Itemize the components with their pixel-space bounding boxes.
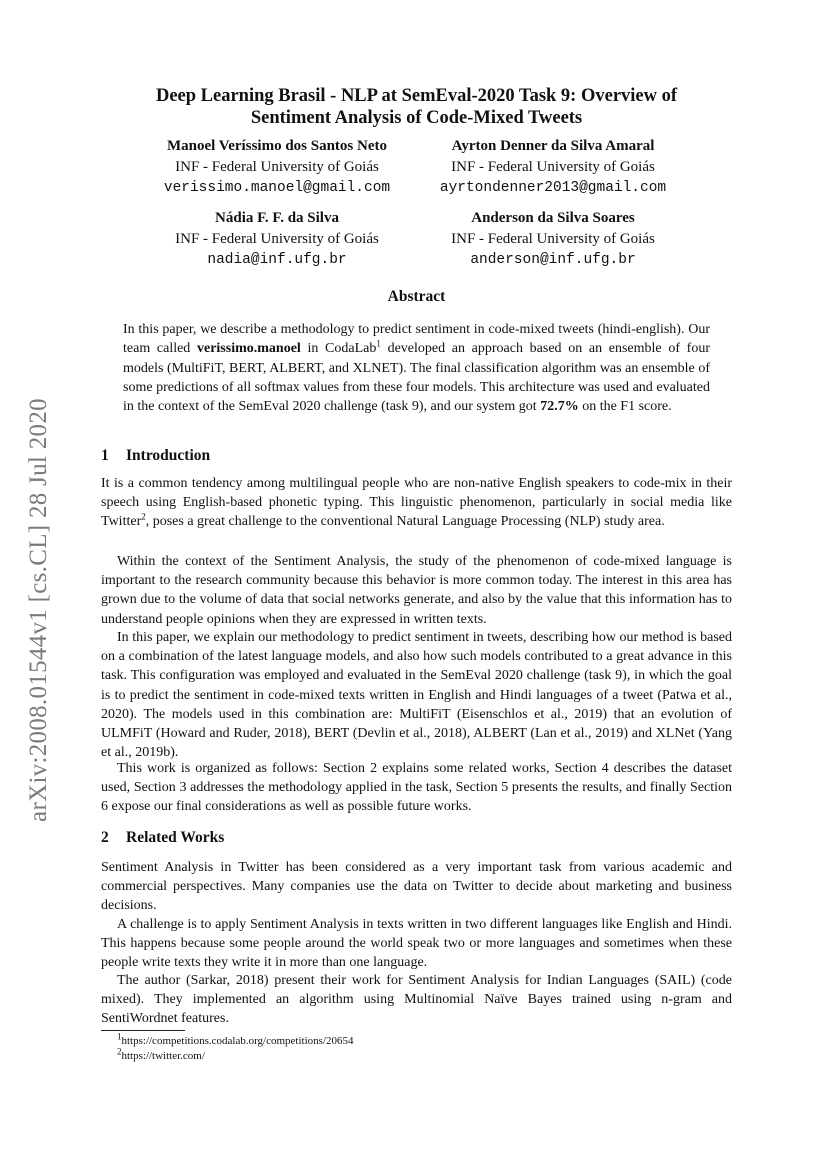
author-email[interactable]: nadia@inf.ufg.br <box>207 252 347 268</box>
f1-score: 72.7% <box>540 399 579 415</box>
intro-paragraph-1 <box>101 474 732 532</box>
section-heading-related-works <box>101 829 224 847</box>
author-email[interactable]: verissimo.manoel@gmail.com <box>163 180 391 196</box>
footnote-link[interactable]: https://twitter.com/ <box>121 1050 205 1062</box>
footnote-link[interactable]: https://competitions.codalab.org/competitions/20654 <box>121 1035 354 1047</box>
abstract-part: In this paper, we describe a methodology to predict sentiment in code-mixed tweets (hindi-english). Our team called <box>123 322 710 357</box>
related-paragraph-3: The author (Sarkar, 2018) present their work for Sentiment Analysis for Indian Languages (SAIL) (code mixed). They implemented an algorithm using Multinomial Naïve Bayes trained using n-gram and SentiWordnet features. <box>101 973 732 1027</box>
author-affiliation: INF - Federal University of Goiás <box>451 231 655 247</box>
paper-title <box>101 85 732 129</box>
footnote-1 <box>117 1031 354 1048</box>
abstract-text <box>123 320 710 416</box>
footnote-mark: 2 <box>117 1046 122 1057</box>
author-name: Anderson da Silva Soares <box>471 210 635 226</box>
section-number: 2 <box>101 829 109 846</box>
abstract-part: in CodaLab <box>300 341 377 357</box>
footnote-mark: 1 <box>117 1031 122 1042</box>
related-paragraph-1: Sentiment Analysis in Twitter has been considered as a very important task from various academic and commercial perspectives. Many companies use the data on Twitter to decide about marketing and business decisions. <box>101 860 732 914</box>
intro-paragraph-2: Within the context of the Sentiment Analysis, the study of the phenomenon of code-mixed language is important to the research community because this behavior is more common today. The interest in this area has grown due to the volume of data that social networks generate, and also by the value that this information has to understand people opinions when they are expressed in written texts. <box>101 554 732 627</box>
author-block-2 <box>403 136 703 199</box>
author-block-4 <box>403 208 703 271</box>
author-affiliation: INF - Federal University of Goiás <box>451 159 655 175</box>
paragraph-part: , poses a great challenge to the conventional Natural Language Processing (NLP) study area. <box>145 514 665 530</box>
footnote-divider <box>101 1030 185 1031</box>
author-email[interactable]: ayrtondenner2013@gmail.com <box>439 180 667 196</box>
author-affiliation: INF - Federal University of Goiás <box>175 159 379 175</box>
author-email[interactable]: anderson@inf.ufg.br <box>470 252 636 268</box>
arxiv-stamp-text: arXiv:2008.01544v1 [cs.CL] 28 Jul 2020 <box>25 398 52 822</box>
section-heading-introduction <box>101 447 210 465</box>
author-block-1 <box>127 136 427 199</box>
title-line-1: Deep Learning Brasil - NLP at SemEval-2020 Task 9: Overview of <box>155 86 678 106</box>
footnote-marker[interactable]: 1 <box>376 338 381 349</box>
author-name: Manoel Veríssimo dos Santos Neto <box>166 138 387 154</box>
intro-paragraph-3: In this paper, we explain our methodology to predict sentiment in tweets, describing how our method is based on a combination of the latest language models, and also how such models contributed to a great advance in this task. This configuration was employed and evaluated in the SemEval 2020 challenge (task 9), in which the goal is to predict the sentiment in code-mixed texts written in English and Hindi languages of a tweet (Patwa et al., 2020). The models used in this combination are: MultiFiT (Eisenschlos et al., 2019) that an evolution of ULMFiT (Howard and Ruder, 2018), BERT (Devlin et al., 2018), ALBERT (Lan et al., 2019) and XLNet (Yang et al., 2019b). <box>101 630 732 761</box>
intro-paragraph-4: This work is organized as follows: Section 2 explains some related works, Section 4 describes the dataset used, Section 3 addresses the methodology applied in the task, Section 5 presents the results, and finally Section 6 expose our final considerations as well as possible future works. <box>101 761 732 815</box>
author-name: Nádia F. F. da Silva <box>215 210 339 226</box>
abstract-part: on the F1 score. <box>578 399 672 415</box>
related-paragraph-2: A challenge is to apply Sentiment Analysis in texts written in two different languages like English and Hindi. This happens because some people around the world speak two or more languages and sometimes when these people write texts they write it in more than one language. <box>101 917 732 971</box>
section-title: Related Works <box>126 829 225 846</box>
author-block-3 <box>127 208 427 271</box>
team-name: verissimo.manoel <box>196 341 301 357</box>
author-affiliation: INF - Federal University of Goiás <box>175 231 379 247</box>
arxiv-stamp <box>24 375 54 845</box>
abstract-part: developed an approach based on an ensemble of four models (MultiFiT, BERT, ALBERT, and XLNET). The final classification algorithm was an ensemble of some predictions of all softmax values from these four models. This architecture was used and evaluated in the context of the SemEval 2020 challenge (task 9), and our system got <box>123 341 710 415</box>
footnote-marker[interactable]: 2 <box>141 511 146 522</box>
section-title: Introduction <box>126 447 211 464</box>
section-number: 1 <box>101 447 109 464</box>
abstract-heading: Abstract <box>387 288 446 305</box>
author-name: Ayrton Denner da Silva Amaral <box>451 138 655 154</box>
footnote-2 <box>117 1046 205 1063</box>
title-line-2: Sentiment Analysis of Code-Mixed Tweets <box>250 108 583 128</box>
paragraph-part: It is a common tendency among multilingual people who are non-native English speakers to code-mix in their speech using English-based phonetic typing. This linguistic phenomenon, particularly in social media like Twitter <box>101 476 732 530</box>
